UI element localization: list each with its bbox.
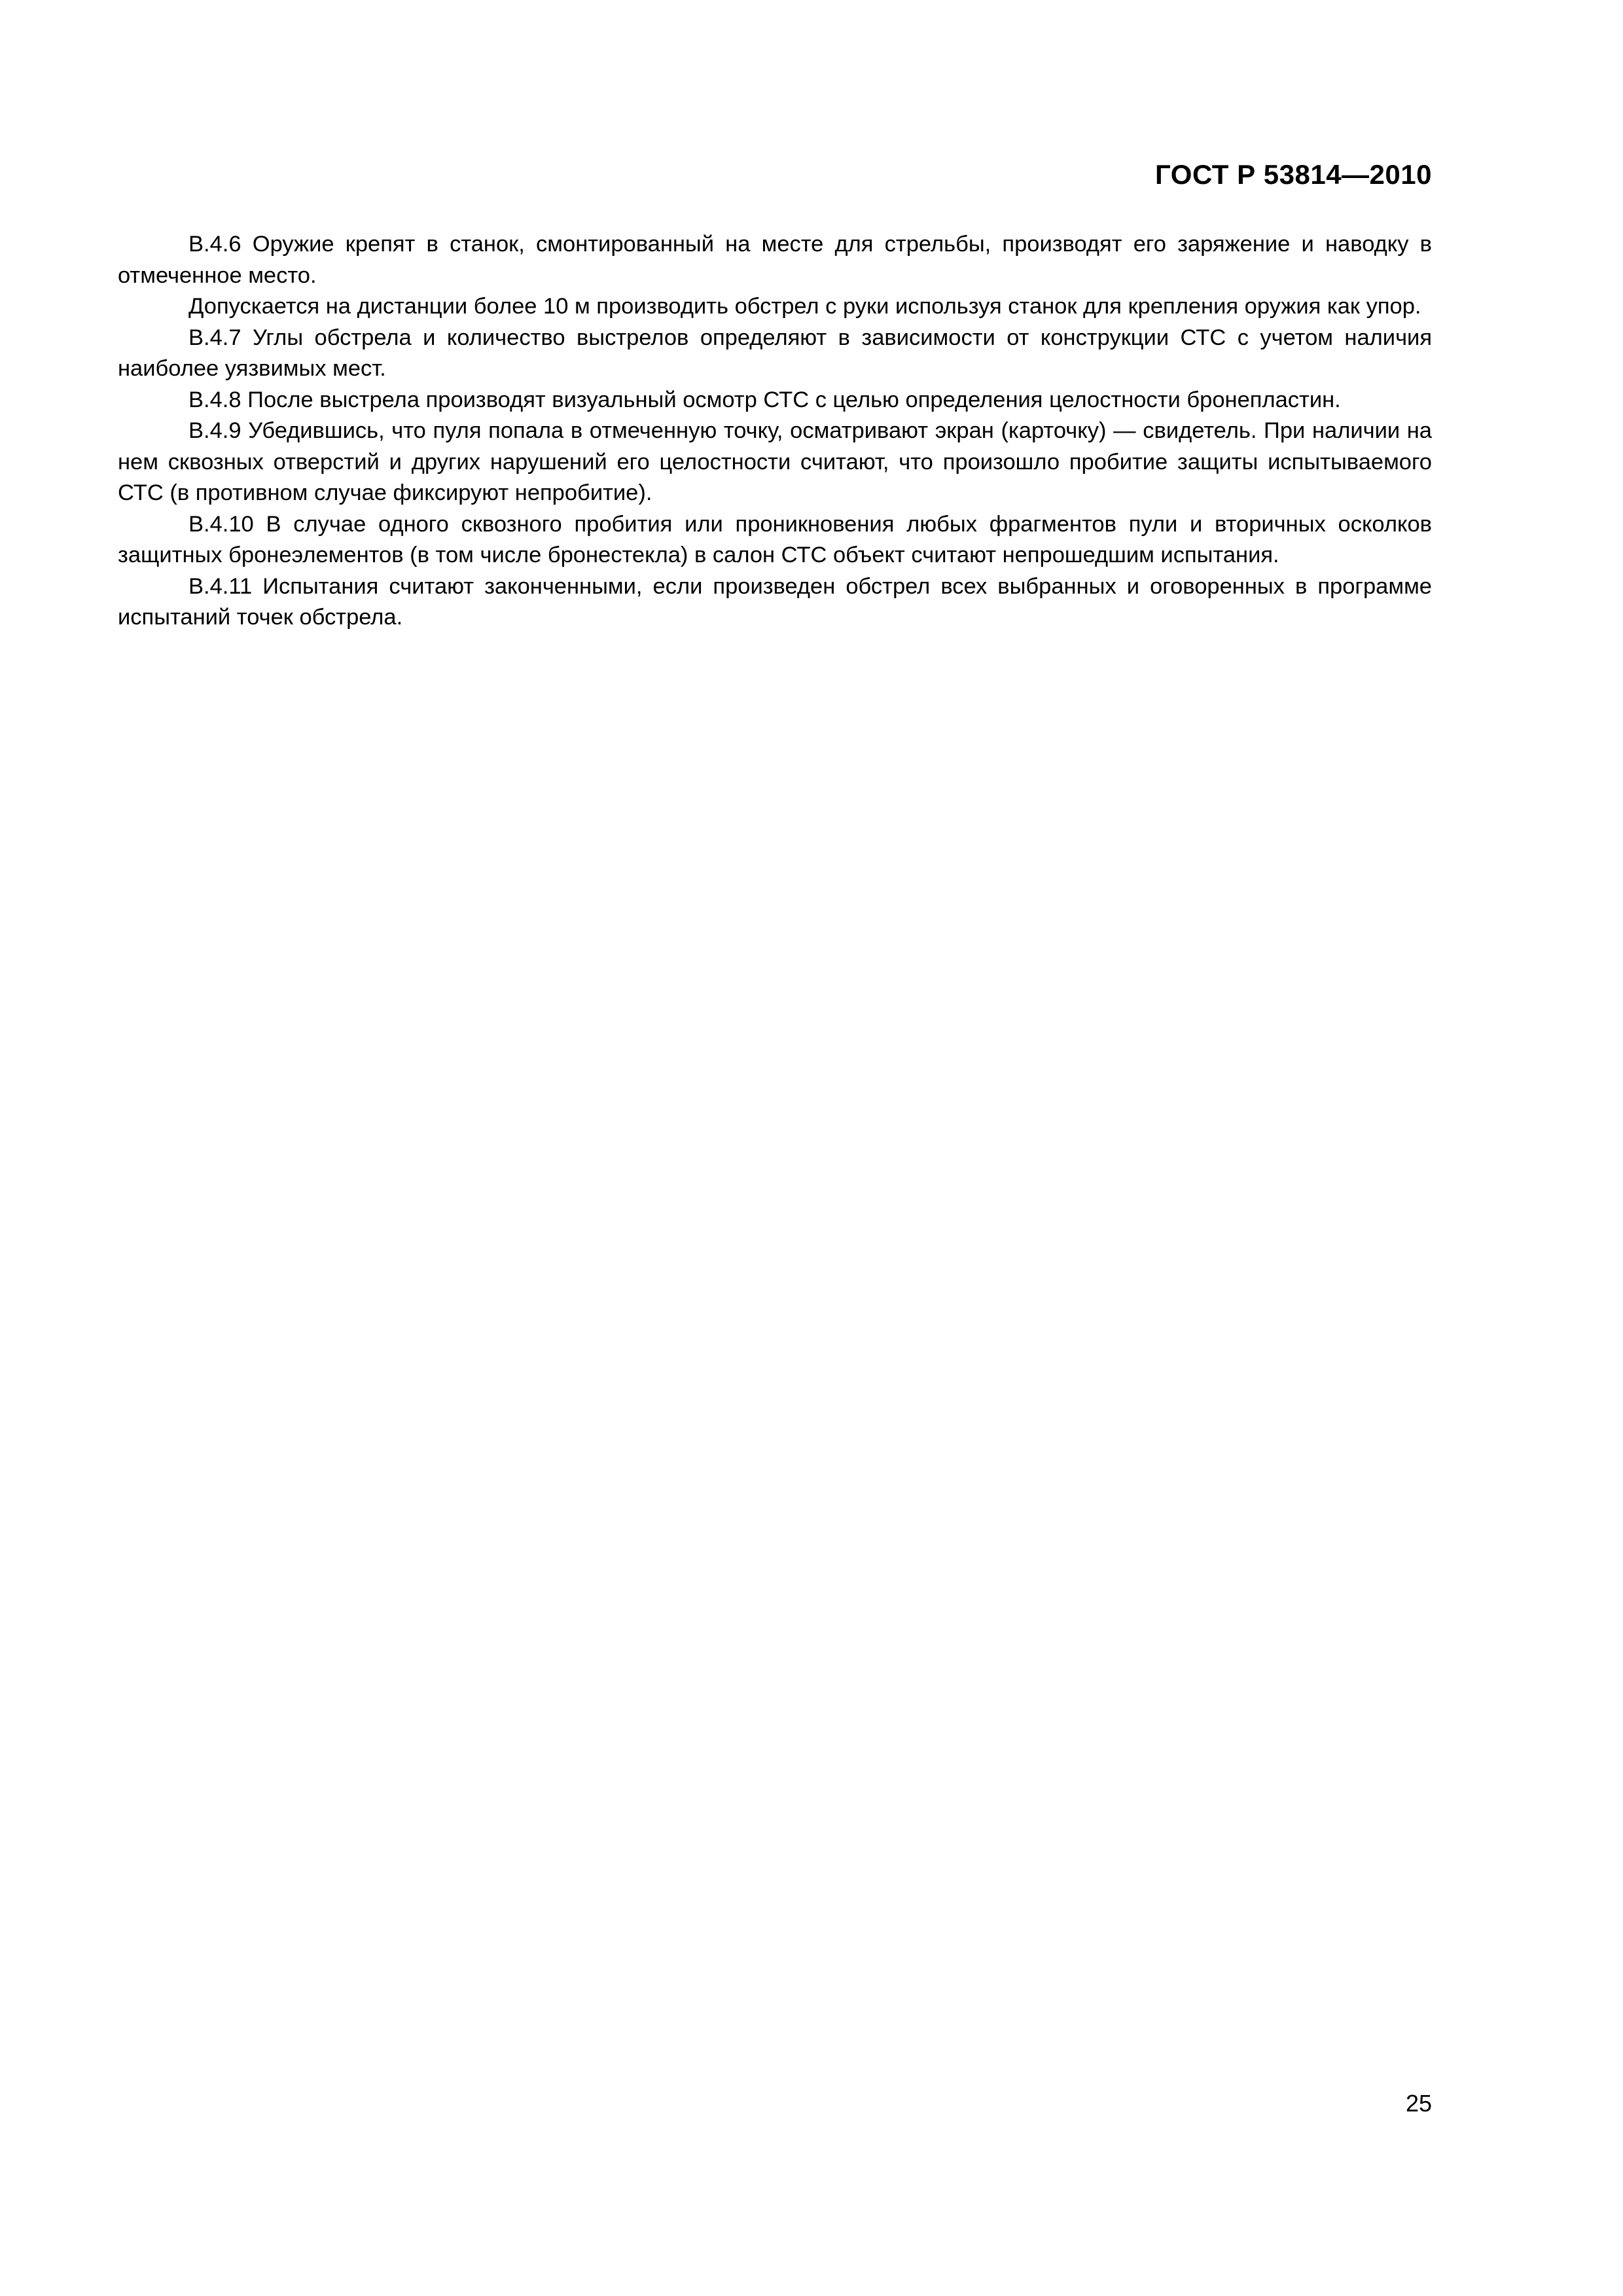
- document-code-header: ГОСТ Р 53814—2010: [1155, 159, 1432, 190]
- paragraph-b-4-10: В.4.10 В случае одного сквозного пробития или проникновения любых фрагментов пули и вторичных осколков защитных бронеэлементов (в том числе бронестекла) в салон СТС объект считают непрошедшим испытания.: [118, 511, 1432, 567]
- paragraph-b-4-7: В.4.7 Углы обстрела и количество выстрелов определяют в зависимости от конструкции СТС с учетом наличия наиболее уязвимых мест.: [118, 325, 1432, 381]
- page-number: 25: [1405, 2090, 1432, 2117]
- document-body: [118, 229, 1432, 634]
- paragraph-b-4-6-note: Допускается на дистанции более 10 м производить обстрел с руки используя станок для крепления оружия как упор.: [188, 294, 1421, 319]
- paragraph-b-4-8: В.4.8 После выстрела производят визуальный осмотр СТС с целью определения целостности бронепластин.: [188, 387, 1341, 412]
- paragraph-b-4-6: В.4.6 Оружие крепят в станок, смонтированный на месте для стрельбы, производят его заряжение и наводку в отмеченное место.: [118, 232, 1432, 288]
- paragraph-b-4-11: В.4.11 Испытания считают законченными, если произведен обстрел всех выбранных и оговоренных в программе испытаний точек обстрела.: [118, 573, 1432, 630]
- paragraph-b-4-9: В.4.9 Убедившись, что пуля попала в отмеченную точку, осматривают экран (карточку) — свидетель. При наличии на нем сквозных отверстий и других нарушений его целостности считают, что произошло пробитие защиты испытываемого СТС (в противном случае фиксируют непробитие).: [118, 418, 1432, 505]
